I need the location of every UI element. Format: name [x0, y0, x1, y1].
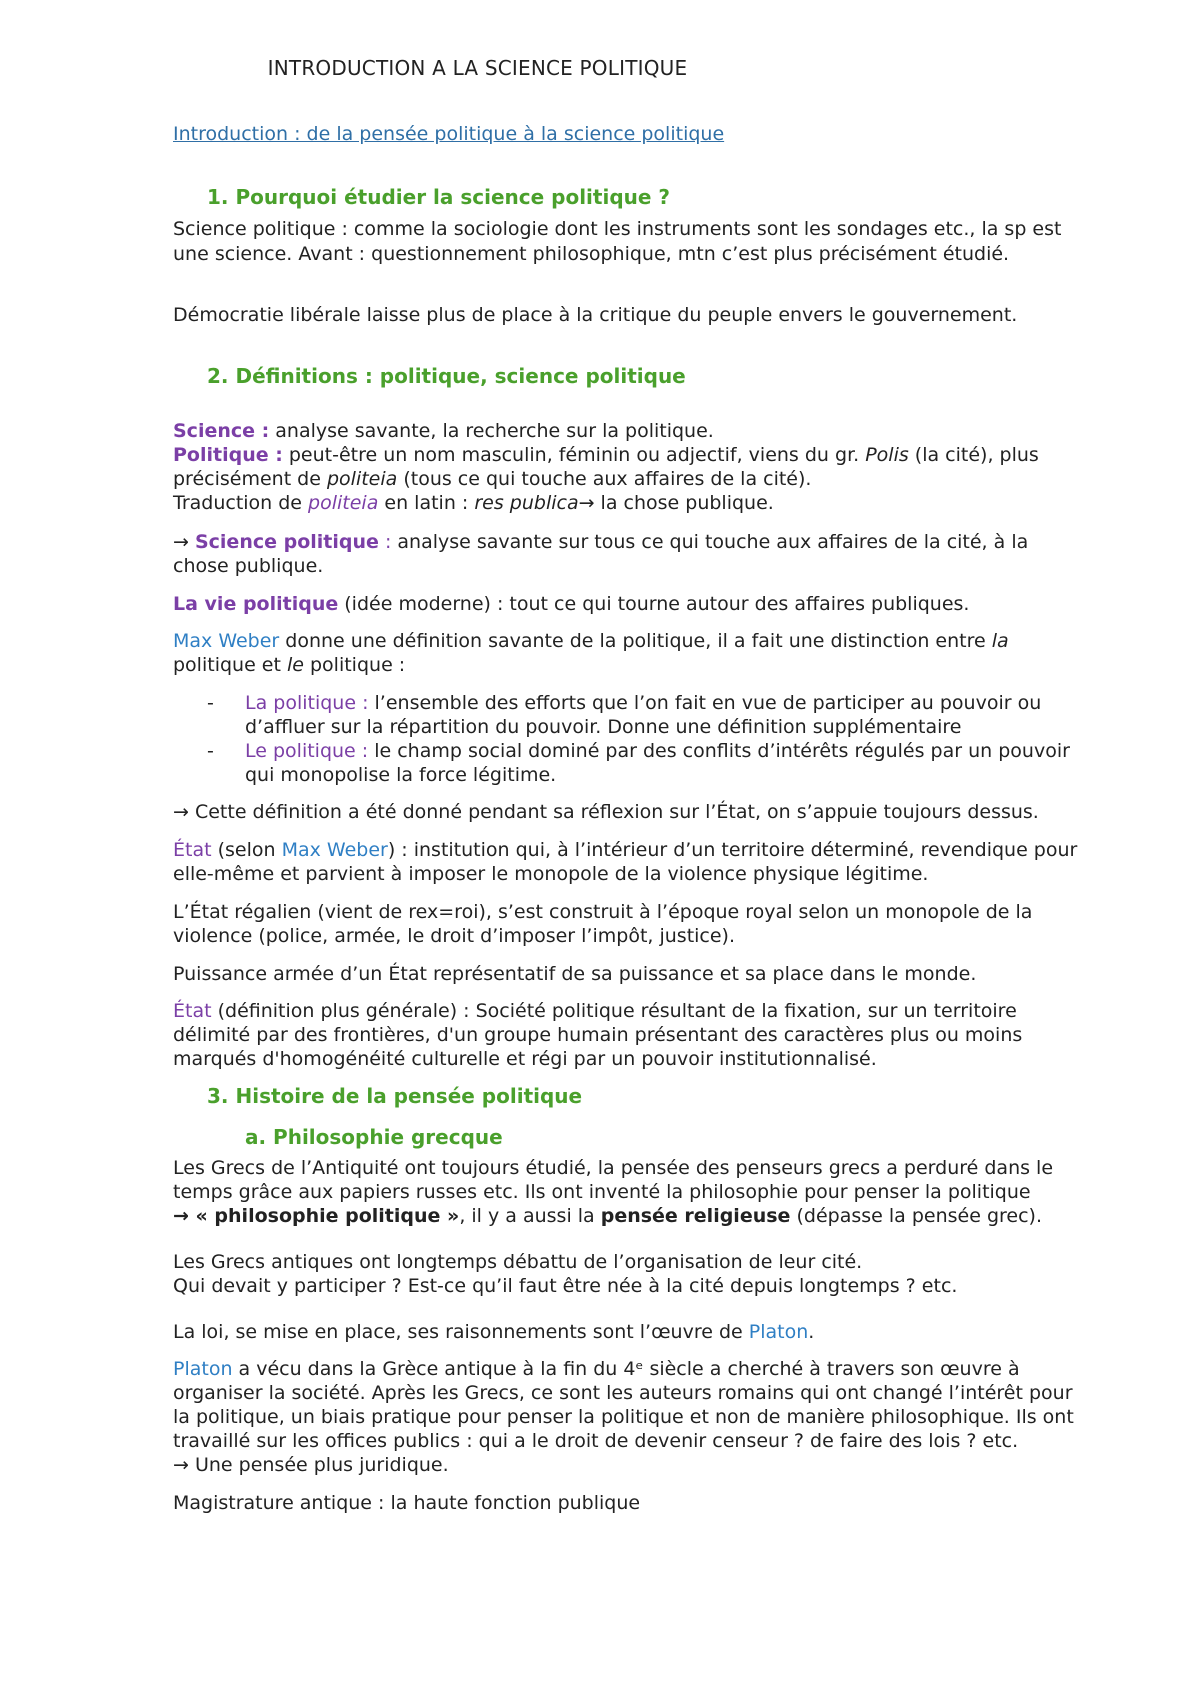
list-item-continuation: d’affluer sur la répartition du pouvoir. Donne une définition supplémentaire — [245, 716, 962, 738]
paragraph-line — [173, 1203, 1042, 1229]
paragraph: L’État régalien (vient de rex=roi), s’est construit à l’époque royal selon un monopole de la — [173, 901, 1033, 923]
document-title: INTRODUCTION A LA SCIENCE POLITIQUE — [267, 56, 688, 80]
paragraph: Démocratie libérale laisse plus de place à la critique du peuple envers le gouvernement. — [173, 304, 1018, 326]
intro-link[interactable]: Introduction : de la pensée politique à la science politique — [173, 123, 725, 145]
traduction-line — [173, 490, 774, 516]
text: analyse savante sur tous ce qui touche aux affaires de la cité, à la — [397, 531, 1029, 553]
text: Traduction de — [173, 492, 309, 514]
section-3-heading: 3. Histoire de la pensée politique — [207, 1084, 583, 1108]
text: politique et — [173, 654, 287, 676]
definition-line — [173, 466, 811, 492]
text: . — [808, 1321, 815, 1343]
italic-politeia-purple: politeia — [308, 492, 379, 514]
term-la-politique: La politique : — [245, 692, 369, 714]
text: (selon — [211, 839, 282, 861]
text: → la chose publique. — [578, 492, 774, 514]
text: précisément de — [173, 468, 327, 490]
definition-science — [173, 418, 714, 444]
bold-philosophie-politique: → « philosophie politique » — [173, 1205, 460, 1227]
text: donne une définition savante de la politique, il a fait une distinction entre — [279, 630, 992, 652]
paragraph: Les Grecs antiques ont longtemps débattu de l’organisation de leur cité. — [173, 1251, 863, 1273]
section-2-heading: 2. Définitions : politique, science politique — [207, 364, 686, 388]
platon-paragraph — [173, 1356, 1020, 1382]
science-politique-definition — [173, 529, 1028, 555]
name-max-weber: Max Weber — [281, 839, 388, 861]
term-vie-politique: La vie politique — [173, 593, 339, 615]
text: le champ social dominé par des conflits d’intérêts régulés par un pouvoir — [368, 740, 1070, 762]
paragraph: Science politique : comme la sociologie dont les instruments sont les sondages etc., la sp est — [173, 218, 1062, 240]
text: politique : — [303, 654, 406, 676]
vie-politique-definition — [173, 591, 969, 617]
text: (tous ce qui touche aux affaires de la cité). — [397, 468, 812, 490]
definition-text: (la cité), plus — [908, 444, 1039, 466]
paragraph: violence (police, armée, le droit d’imposer l’impôt, justice). — [173, 925, 736, 947]
text: (idée moderne) : tout ce qui tourne autour des affaires publiques. — [338, 593, 970, 615]
term-science-politique: Science politique — [194, 531, 379, 553]
text: , il y a aussi la — [459, 1205, 601, 1227]
paragraph: elle-même et parvient à imposer le monopole de la violence physique légitime. — [173, 863, 929, 885]
text: en latin : — [378, 492, 475, 514]
italic-politeia: politeia — [326, 468, 398, 490]
bullet-dash: - — [207, 740, 214, 762]
paragraph: Magistrature antique : la haute fonction publique — [173, 1492, 641, 1514]
name-max-weber: Max Weber — [173, 630, 280, 652]
term-science: Science : — [173, 420, 270, 442]
bullet-dash: - — [207, 692, 214, 714]
arrow: → — [173, 531, 195, 553]
subsection-a-heading: a. Philosophie grecque — [245, 1125, 503, 1149]
paragraph: temps grâce aux papiers russes etc. Ils ont inventé la philosophie pour penser la politique — [173, 1181, 1031, 1203]
italic-polis: Polis — [865, 444, 909, 466]
paragraph: délimité par des frontières, d'un groupe humain présentant des caractères plus ou moins — [173, 1024, 1023, 1046]
bold-pensee-religieuse: pensée religieuse — [600, 1205, 791, 1227]
paragraph: Puissance armée d’un État représentatif de sa puissance et sa place dans le monde. — [173, 963, 977, 985]
colon: : — [378, 531, 398, 553]
italic-res-publica: res publica — [474, 492, 579, 514]
weber-paragraph-line2 — [173, 652, 405, 678]
weber-paragraph — [173, 628, 1009, 654]
list-item-content — [245, 690, 1041, 716]
paragraph: organiser la société. Après les Grecs, ce sont les auteurs romains qui ont changé l’intérêt pour — [173, 1382, 1073, 1404]
paragraph: Les Grecs de l’Antiquité ont toujours étudié, la pensée des penseurs grecs a perduré dans le — [173, 1157, 1054, 1179]
text: a vécu dans la Grèce antique à la fin du 4ᵉ siècle a cherché à travers son œuvre à — [232, 1358, 1020, 1380]
paragraph: chose publique. — [173, 555, 324, 577]
definition-politique — [173, 442, 1039, 468]
section-1-heading: 1. Pourquoi étudier la science politique ? — [207, 185, 670, 209]
name-platon: Platon — [748, 1321, 809, 1343]
paragraph: → Une pensée plus juridique. — [173, 1454, 449, 1476]
paragraph: travaillé sur les offices publics : qui a le droit de devenir censeur ? de faire des lois ? etc. — [173, 1430, 1019, 1452]
name-platon: Platon — [173, 1358, 233, 1380]
definition-text: analyse savante, la recherche sur la politique. — [269, 420, 714, 442]
list-item-content — [245, 738, 1070, 764]
text: La loi, se mise en place, ses raisonnements sont l’œuvre de — [173, 1321, 749, 1343]
paragraph: une science. Avant : questionnement philosophique, mtn c’est plus précisément étudié. — [173, 243, 1010, 265]
text: ) : institution qui, à l’intérieur d’un territoire déterminé, revendique pour — [387, 839, 1078, 861]
definition-text: peut-être un nom masculin, féminin ou adjectif, viens du gr. — [282, 444, 866, 466]
text: (définition plus générale) : Société politique résultant de la fixation, sur un territoire — [211, 1000, 1017, 1022]
etat-definition — [173, 837, 1077, 863]
etat-general-definition — [173, 998, 1017, 1024]
italic-la: la — [991, 630, 1009, 652]
term-le-politique: Le politique : — [245, 740, 369, 762]
loi-paragraph — [173, 1319, 814, 1345]
text: (dépasse la pensée grec). — [790, 1205, 1042, 1227]
paragraph: marqués d'homogénéité culturelle et régi par un pouvoir institutionnalisé. — [173, 1048, 877, 1070]
paragraph: la politique, un biais pratique pour penser la politique et non de manière philosophique. Ils ont — [173, 1406, 1074, 1428]
text: l’ensemble des efforts que l’on fait en vue de participer au pouvoir ou — [368, 692, 1042, 714]
term-etat: État — [173, 1000, 212, 1022]
term-etat: État — [173, 839, 212, 861]
term-politique: Politique : — [173, 444, 283, 466]
paragraph: → Cette définition a été donné pendant sa réflexion sur l’État, on s’appuie toujours dessus. — [173, 801, 1039, 823]
paragraph: Qui devait y participer ? Est-ce qu’il faut être née à la cité depuis longtemps ? etc. — [173, 1275, 958, 1297]
list-item-continuation: qui monopolise la force légitime. — [245, 764, 557, 786]
italic-le: le — [286, 654, 304, 676]
